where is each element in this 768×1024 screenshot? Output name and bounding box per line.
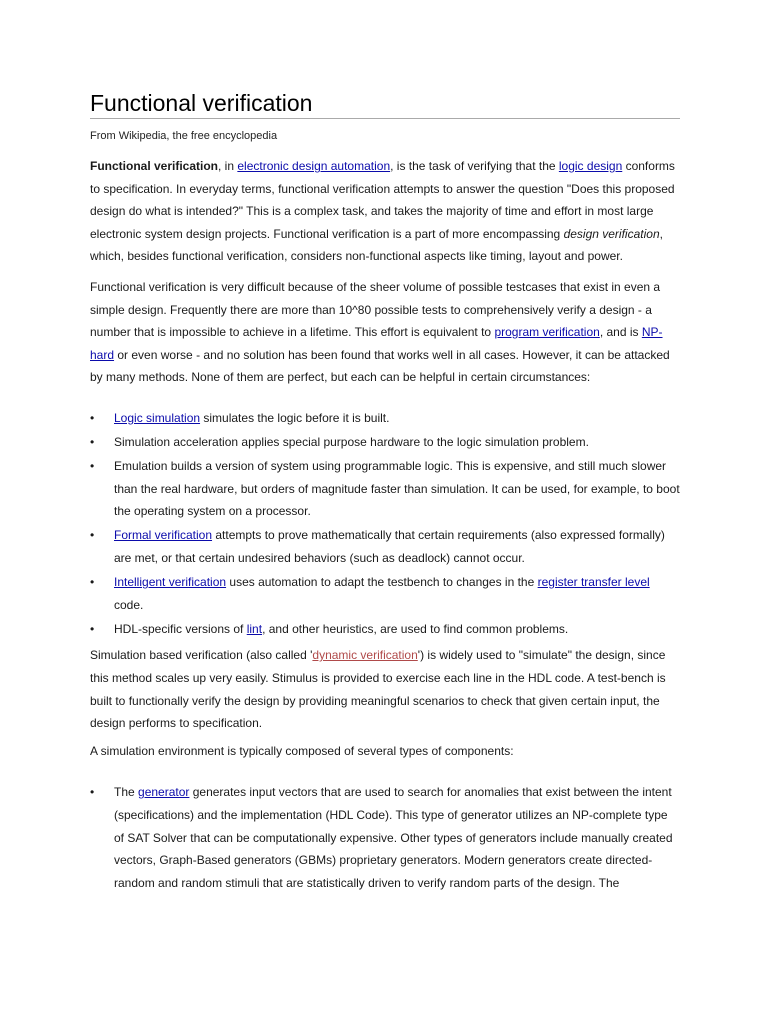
link-np-hard[interactable]: NP-hard (90, 325, 663, 362)
link-program-verification[interactable]: program verification (494, 325, 600, 340)
simulation-paragraph (90, 644, 680, 734)
bullet-icon: • (90, 575, 95, 590)
text-span: , is the task of verifying that the (390, 159, 559, 173)
list-item (90, 431, 680, 454)
link-electronic-design-automation[interactable]: electronic design automation (237, 159, 391, 173)
text-span: HDL-specific versions of (114, 621, 247, 636)
text-span: Simulation acceleration applies special purpose hardware to the logic simulation problem. (114, 435, 589, 450)
link-register-transfer-level[interactable]: register transfer level (537, 575, 650, 590)
bullet-icon: • (90, 410, 95, 425)
text-span: conforms to specification. In everyday terms, functional verification attempts to answer the question "Does this proposed design do what is intended?" This is a complex task, and takes the majority of time and effort in most large electronic system design projects. Functional verification is a part of more encompassing (90, 159, 675, 241)
list-item (90, 618, 680, 641)
text-span: uses automation to adapt the testbench to changes in the (226, 575, 538, 590)
italic-term: design verification (563, 226, 660, 241)
page-title: Functional verification (90, 90, 313, 116)
link-intelligent-verification[interactable]: Intelligent verification (114, 575, 227, 590)
link-dynamic-verification[interactable]: dynamic verification (312, 648, 418, 663)
intro-paragraph (90, 155, 680, 268)
bullet-icon: • (90, 528, 95, 543)
text-span: The (114, 785, 139, 800)
bullet-icon: • (90, 621, 95, 636)
text-span: generates input vectors that are used to search for anomalies that exist between the intent (specifications) and the implementation (HDL Code). This type of generator utilizes an NP-complete type of SAT Solver that can be computationally expensive. Other types of generators include manually created vectors, Graph-Based generators (GBMs) proprietary generators. Modern generators create directed-random and random stimuli that are statistically driven to verify random parts of the design. The (114, 785, 673, 890)
link-lint[interactable]: lint (246, 621, 263, 636)
components-list (90, 781, 680, 894)
methods-list (90, 407, 680, 640)
list-item (90, 781, 680, 894)
link-formal-verification[interactable]: Formal verification (114, 528, 213, 543)
text-span: Functional verification is very difficult because of the sheer volume of possible testcases that exist in even a simple design. Frequently there are more than 10^80 possible tests to comprehensively verify a design - a number that is impossible to achieve in a lifetime. This effort is equivalent to (90, 279, 661, 340)
title-divider (90, 118, 680, 119)
text-span: , which, besides functional verification, considers non-functional aspects like timing, layout and power. (90, 226, 663, 264)
text-span: simulates the logic before it is built. (200, 410, 390, 425)
bullet-icon: • (90, 435, 95, 450)
text-span: , and is (599, 325, 642, 340)
text-span: attempts to prove mathematically that certain requirements (also expressed formally) are met, or that certain undesired behaviors (such as deadlock) cannot occur. (114, 528, 665, 565)
link-logic-simulation[interactable]: Logic simulation (114, 410, 201, 425)
link-logic-design[interactable]: logic design (558, 159, 623, 173)
tagline: From Wikipedia, the free encyclopedia (90, 130, 278, 142)
list-item (90, 524, 680, 569)
difficulty-paragraph (90, 276, 680, 389)
text-span: Simulation based verification (also called ' (90, 648, 313, 663)
list-item (90, 407, 680, 430)
environment-paragraph: A simulation environment is typically composed of several types of components: (90, 743, 514, 758)
text-span: , in (218, 159, 238, 173)
link-generator[interactable]: generator (138, 785, 190, 800)
text-span: code. (114, 597, 144, 612)
article (90, 88, 680, 896)
bullet-icon: • (90, 459, 95, 474)
intro-bold-term: Functional verification (90, 159, 219, 173)
text-span: Emulation builds a version of system using programmable logic. This is expensive, and still much slower than the real hardware, but orders of magnitude faster than simulation. It can be used, for example, to boot the operating system on a processor. (114, 459, 680, 519)
text-span: , and other heuristics, are used to find common problems. (262, 621, 569, 636)
list-item (90, 571, 680, 616)
text-span: or even worse - and no solution has been found that works well in all cases. However, it can be attacked by many methods. None of them are perfect, but each can be helpful in certain circumstances: (90, 347, 670, 385)
text-span: ') is widely used to "simulate" the design, since this method scales up very easily. Stimulus is provided to exercise each line in the HDL code. A test-bench is built to functionally verify the design by providing meaningful scenarios to check that given certain input, the design performs to specification. (90, 648, 666, 731)
bullet-icon: • (90, 785, 95, 800)
list-item (90, 455, 680, 523)
